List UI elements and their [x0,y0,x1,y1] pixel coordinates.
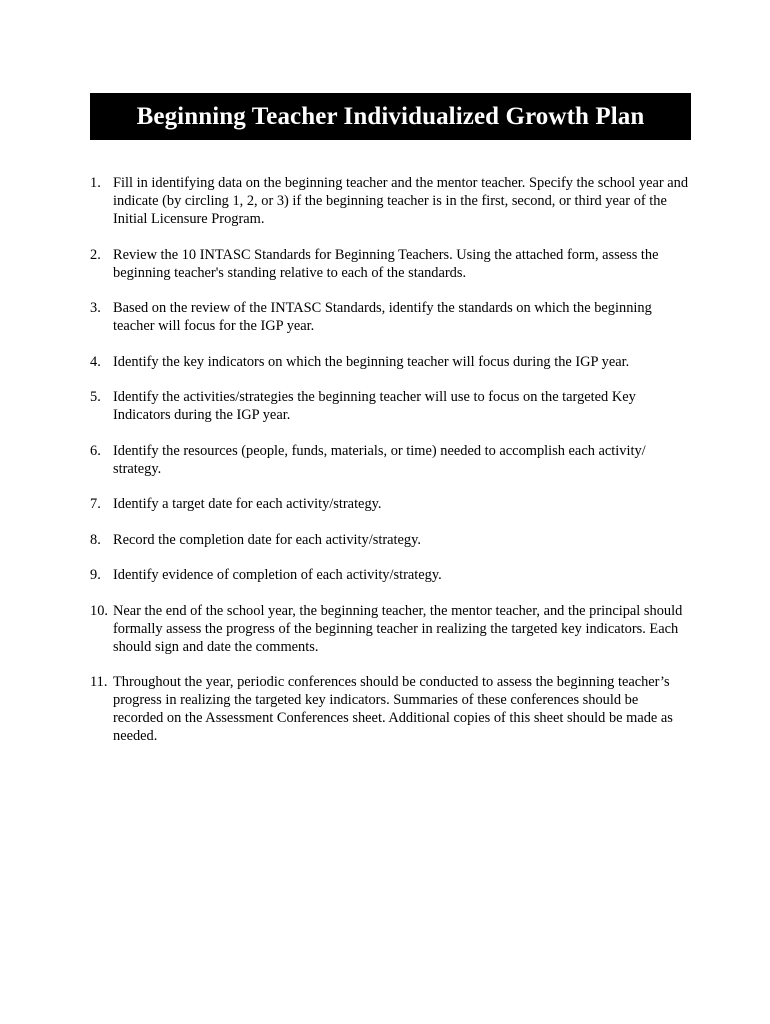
instruction-item-7 [90,495,690,513]
instruction-text: Near the end of the school year, the beginning teacher, the mentor teacher, and the principal should formally assess the progress of the beginning teacher in realizing the targeted key indicators. Each should sign and date the comments. [113,602,683,655]
instruction-text: Identify the key indicators on which the beginning teacher will focus during the IGP year. [113,353,630,370]
title-banner [90,93,691,140]
instruction-item-1 [90,174,690,228]
instruction-text: Throughout the year, periodic conferences should be conducted to assess the beginning teacher’s progress in realizing the targeted key indicators. Summaries of these conferences should be recorded on the Assessment Conferences sheet. Additional copies of this sheet should be made as needed. [113,674,673,744]
instruction-number: 1. [90,175,101,191]
instruction-item-2 [90,246,690,282]
instruction-number: 5. [90,389,101,405]
instruction-number: 7. [90,496,101,512]
instruction-text: Identify the activities/strategies the beginning teacher will use to focus on the targeted Key Indicators during the IGP year. [113,389,636,423]
instruction-number: 9. [90,567,101,583]
instruction-text: Identify a target date for each activity/strategy. [113,496,382,512]
instruction-text: Record the completion date for each activity/strategy. [113,531,421,548]
instruction-text: Identify the resources (people, funds, materials, or time) needed to accomplish each activity/ strategy. [113,442,646,477]
instruction-item-5 [90,388,690,424]
instruction-text: Identify evidence of completion of each activity/strategy. [113,567,442,583]
document-title: Beginning Teacher Individualized Growth Plan [136,102,645,130]
instruction-item-11 [90,673,690,745]
instruction-number: 6. [90,442,101,459]
instruction-text: Review the 10 INTASC Standards for Beginning Teachers. Using the attached form, assess the beginning teacher's standing relative to each of the standards. [113,246,659,281]
instruction-item-4 [90,353,690,371]
instruction-list [90,174,690,763]
instruction-number: 8. [90,531,101,548]
instruction-number: 2. [90,246,101,263]
instruction-number: 10. [90,602,108,619]
instruction-number: 3. [90,300,101,316]
instruction-item-3 [90,299,690,335]
instruction-item-10 [90,602,690,656]
instruction-item-8 [90,531,690,549]
instruction-item-6 [90,442,690,478]
instruction-item-9 [90,566,690,584]
instruction-number: 4. [90,353,101,370]
instruction-text: Fill in identifying data on the beginning teacher and the mentor teacher. Specify the school year and indicate (by circling 1, 2, or 3) if the beginning teacher is in the first, second, or third year of the Initial Licensure Program. [113,175,689,227]
instruction-number: 11. [90,674,108,690]
instruction-text: Based on the review of the INTASC Standards, identify the standards on which the beginning teacher will focus for the IGP year. [113,300,652,334]
